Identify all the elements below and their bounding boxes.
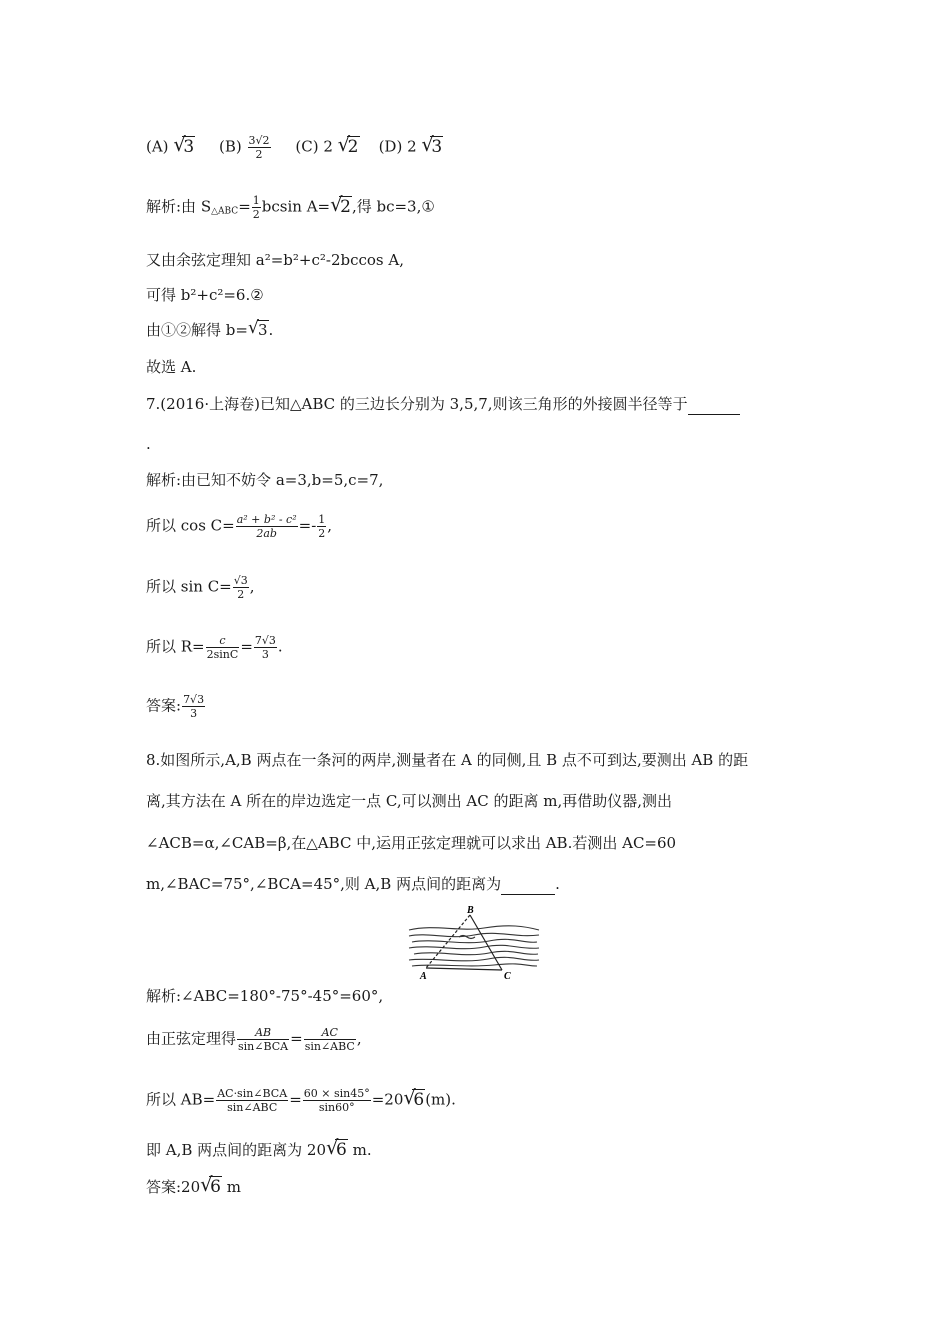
q6-solution-line-1: 解析:由 $S_{\triangle ABC}=$ $\frac{1}{2}$ bcsin A= √ 2,得 bc=3,① bbox=[146, 192, 435, 221]
q8-solution-line-4: 即 A,B 两点间的距离为 20 √ 6 m. bbox=[146, 1136, 372, 1160]
figure-label-b: B bbox=[467, 905, 474, 916]
option-d-sqrt: √ 3 bbox=[421, 132, 443, 157]
figure-label-c: C bbox=[504, 971, 511, 982]
answer-options: (A) √ 3 (B) $\frac{3√2}{2}$ (C) 2 √ 2 (D) 2 √ 3 bbox=[146, 132, 443, 161]
q7-solution-line-4: 所以 R= $\frac{c}{2\sin C}$ = $\frac{7√3}{3}$ . bbox=[146, 634, 283, 661]
q7-solution-line-1: 解析:由已知不妨令 a=3,b=5,c=7, bbox=[146, 471, 384, 489]
q6-solution-line-4: 由①②解得 b= √ 3. bbox=[146, 318, 274, 339]
q8-stem-line-2: 离,其方法在 A 所在的岸边选定一点 C,可以测出 AC 的距离 m,再借助仪器,测出 bbox=[146, 792, 672, 810]
option-c-sqrt: √ 2 bbox=[337, 132, 359, 157]
q8-stem-line-1: 8.如图所示,A,B 两点在一条河的两岸,测量者在 A 的同侧,且 B 点不可到达,要测出 AB 的距 bbox=[146, 751, 749, 769]
q7-answer-blank bbox=[688, 394, 740, 415]
q8-answer: 答案:20 √ 6 m bbox=[146, 1173, 241, 1197]
option-c-label: (C) bbox=[295, 137, 319, 156]
q6-solution-line-2: 又由余弦定理知 a²=b²+c²-2bccos A, bbox=[146, 251, 405, 269]
river-triangle-figure bbox=[404, 902, 544, 982]
q6-solution-line-3: 可得 b²+c²=6.② bbox=[146, 286, 264, 304]
q8-answer-blank bbox=[501, 874, 555, 895]
q7-stem-end: . bbox=[146, 435, 151, 453]
q8-stem-line-3: ∠ACB=α,∠CAB=β,在△ABC 中,运用正弦定理就可以求出 AB.若测出 AC=60 bbox=[146, 834, 677, 852]
option-a-sqrt: √ 3 bbox=[173, 132, 195, 157]
q8-solution-line-2: 由正弦定理得 $\frac{AB}{\text{sin∠BCA}}$ = $\frac{AC}{\text{sin∠ABC}}$ , bbox=[146, 1026, 362, 1053]
q7-stem: 7.(2016·上海卷)已知△ABC 的三边长分别为 3,5,7,则该三角形的外接圆半径等于 bbox=[146, 394, 740, 415]
figure-label-a: A bbox=[420, 971, 427, 982]
option-a-label: (A) bbox=[146, 137, 169, 156]
q7-solution-line-2: 所以 cos C= $\frac{\text{a² + b² - c²}}{2ab}$ =- $\frac{1}{2}$ , bbox=[146, 513, 333, 540]
option-b-fraction: $\frac{3√2}{2}$ bbox=[248, 134, 270, 161]
q7-solution-line-3: 所以 sin C= $\frac{√3}{2}$ , bbox=[146, 574, 255, 601]
q7-answer: 答案: $\frac{7√3}{3}$ bbox=[146, 693, 205, 720]
q6-solution-line-5: 故选 A. bbox=[146, 358, 197, 376]
option-d-label: (D) bbox=[378, 137, 403, 156]
q8-solution-line-1: 解析:∠ABC=180°-75°-45°=60°, bbox=[146, 987, 384, 1005]
q8-solution-line-3: 所以 AB= $\frac{\text{AC·sin∠BCA}}{\text{sin∠ABC}}$ = $\frac{60 \times \sin 45^\circ}{\sin 60^\circ}$ =20 √ 6(m). bbox=[146, 1085, 456, 1114]
q8-stem-line-4: m,∠BAC=75°,∠BCA=45°,则 A,B 两点间的距离为 . bbox=[146, 875, 560, 893]
option-b-label: (B) bbox=[219, 137, 242, 156]
